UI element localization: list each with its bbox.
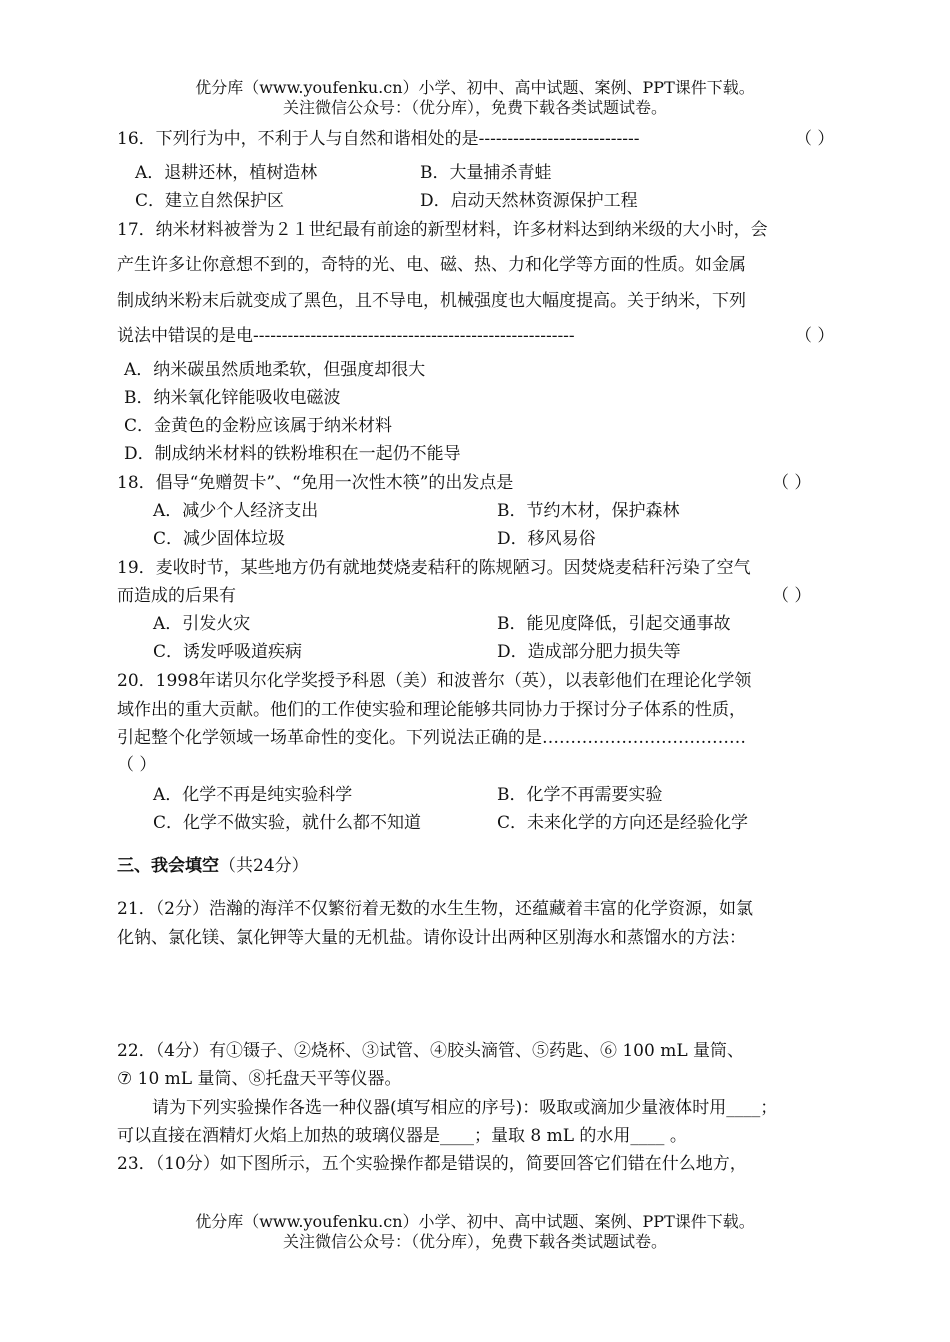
q17-answer-paren: （ ） xyxy=(795,326,835,346)
q16-option-b: B．大量捕杀青蛙 xyxy=(420,163,552,183)
q19-answer-paren: （ ） xyxy=(772,586,812,606)
footer-line-1: 优分库（www.youfenku.cn）小学、初中、高中试题、案例、PPT课件下载。 xyxy=(195,1212,755,1231)
q20-line-3: 引起整个化学领域一场革命性的变化。下列说法正确的是……………………………… xyxy=(117,728,746,748)
q19-option-b: B．能见度降低，引起交通事故 xyxy=(497,614,731,634)
q17-option-c: C．金黄色的金粉应该属于纳米材料 xyxy=(124,416,393,436)
q22-line-2: ⑦ 10 mL 量筒、⑧托盘天平等仪器。 xyxy=(117,1069,402,1089)
q17-line-2: 产生许多让你意想不到的，奇特的光、电、磁、热、力和化学等方面的性质。如金属 xyxy=(117,255,746,275)
q18-answer-paren: （ ） xyxy=(772,473,812,493)
q17-line-4: 说法中错误的是电-------------------------------------------------------- xyxy=(117,326,575,346)
q20-option-d: C．未来化学的方向还是经验化学 xyxy=(497,813,749,833)
q17-line-1: 17．纳米材料被誉为２１世纪最有前途的新型材料，许多材料达到纳米级的大小时，会 xyxy=(117,220,768,240)
q18-option-d: D．移风易俗 xyxy=(497,529,596,549)
q18-option-a: A．减少个人经济支出 xyxy=(153,501,319,521)
q20-line-2: 域作出的重大贡献。他们的工作使实验和理论能够共同协力于探讨分子体系的性质， xyxy=(117,700,746,720)
q16-stem: 16．下列行为中，不利于人与自然和谐相处的是---------------------------- xyxy=(117,129,640,149)
q20-answer-paren: （ ） xyxy=(117,755,157,775)
q19-line-2: 而造成的后果有 xyxy=(117,586,236,606)
q22-line-1: 22．（4分）有①镊子、②烧杯、③试管、④胶头滴管、⑤药匙、⑥ 100 mL 量筒、 xyxy=(117,1041,745,1061)
q20-option-c: C．化学不做实验，就什么都不知道 xyxy=(153,813,422,833)
q21-line-2: 化钠、氯化镁、氯化钾等大量的无机盐。请你设计出两种区别海水和蒸馏水的方法： xyxy=(117,928,746,948)
section-3-title: 三、我会填空 xyxy=(117,856,219,876)
q17-line-3: 制成纳米粉末后就变成了黑色，且不导电，机械强度也大幅度提高。关于纳米，下列 xyxy=(117,291,746,311)
q18-option-c: C．减少固体垃圾 xyxy=(153,529,286,549)
q21-line-1: 21．（2分）浩瀚的海洋不仅繁衍着无数的水生生物，还蕴藏着丰富的化学资源，如氯 xyxy=(117,899,753,919)
q18-stem: 18．倡导“免赠贺卡”、“免用一次性木筷”的出发点是 xyxy=(117,473,514,493)
q20-option-b: B．化学不再需要实验 xyxy=(497,785,663,805)
q19-option-c: C．诱发呼吸道疾病 xyxy=(153,642,303,662)
section-3-heading xyxy=(117,855,309,877)
q23-line-1: 23．（10分）如下图所示，五个实验操作都是错误的，简要回答它们错在什么地方， xyxy=(117,1154,747,1174)
q22-line-3: 请为下列实验操作各选一种仪器(填写相应的序号)：吸取或滴加少量液体时用____； xyxy=(152,1098,778,1118)
q16-option-c: C．建立自然保护区 xyxy=(135,191,285,211)
footer-line-2: 关注微信公众号：（优分库），免费下载各类试题试卷。 xyxy=(282,1232,667,1251)
q18-option-b: B．节约木材，保护森林 xyxy=(497,501,680,521)
q17-option-b: B．纳米氧化锌能吸收电磁波 xyxy=(124,388,341,408)
q16-option-a: A．退耕还林，植树造林 xyxy=(135,163,318,183)
q22-line-4: 可以直接在酒精灯火焰上加热的玻璃仪器是____；量取 8 mL 的水用____ 。 xyxy=(117,1126,687,1146)
q20-line-1: 20．1998年诺贝尔化学奖授予科恩（美）和波普尔（英），以表彰他们在理论化学领 xyxy=(117,671,752,691)
header-line-2: 关注微信公众号：（优分库），免费下载各类试题试卷。 xyxy=(282,98,667,117)
q19-option-a: A．引发火灾 xyxy=(153,614,251,634)
q16-option-d: D．启动天然林资源保护工程 xyxy=(420,191,638,211)
q19-option-d: D．造成部分肥力损失等 xyxy=(497,642,681,662)
q17-option-a: A．纳米碳虽然质地柔软，但强度却很大 xyxy=(124,360,426,380)
q17-option-d: D．制成纳米材料的铁粉堆积在一起仍不能导 xyxy=(124,444,461,464)
q20-option-a: A．化学不再是纯实验科学 xyxy=(153,785,353,805)
header-line-1: 优分库（www.youfenku.cn）小学、初中、高中试题、案例、PPT课件下载。 xyxy=(195,78,755,97)
section-3-score: （共24分） xyxy=(219,856,309,876)
q16-answer-paren: （ ） xyxy=(795,129,835,149)
q19-line-1: 19．麦收时节，某些地方仍有就地焚烧麦秸秆的陈规陋习。因焚烧麦秸秆污染了空气 xyxy=(117,558,751,578)
